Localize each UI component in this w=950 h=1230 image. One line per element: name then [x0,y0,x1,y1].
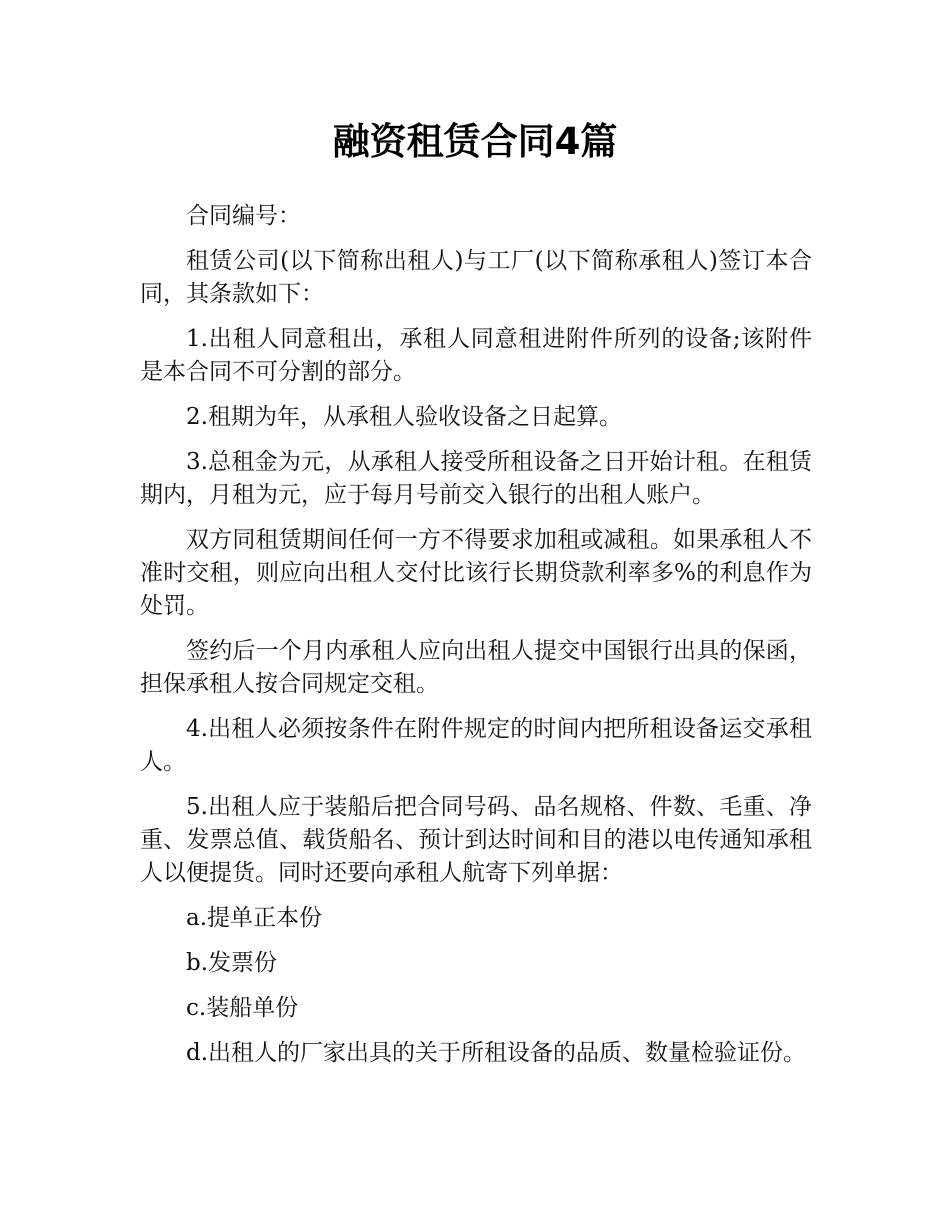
clause-3: 3.总租金为元，从承租人接受所租设备之日开始计租。在租赁期内，月租为元，应于每月号前交入银行的出租人账户。 [140,449,812,508]
clause-2: 2.租期为年，从承租人验收设备之日起算。 [186,404,622,430]
document-body [140,200,812,1082]
intro-paragraph: 租赁公司(以下简称出租人)与工厂(以下简称承租人)签订本合同，其条款如下： [140,248,812,307]
document-item-c: c.装船单份 [186,995,299,1021]
clause-4: 4.出租人必须按条件在附件规定的时间内把所租设备运交承租人。 [140,716,812,775]
document-item-b: b.发票份 [186,950,278,976]
clause-1: 1.出租人同意租出，承租人同意租进附件所列的设备;该附件是本合同不可分割的部分。 [140,326,812,385]
contract-number-line: 合同编号： [186,203,301,229]
clause-3-guarantee: 签约后一个月内承租人应向出租人提交中国银行出具的保函，担保承租人按合同规定交租。 [140,638,812,697]
document-title: 融资租赁合同4篇 [332,120,618,163]
document-item-a: a.提单正本份 [186,905,323,931]
document-item-d: d.出租人的厂家出具的关于所租设备的品质、数量检验证份。 [186,1040,807,1066]
clause-5: 5.出租人应于装船后把合同号码、品名规格、件数、毛重、净重、发票总值、载货船名、预计到达时间和目的港以电传通知承租人以便提货。同时还要向承租人航寄下列单据： [140,794,812,886]
clause-3-penalty: 双方同租赁期间任何一方不得要求加租或减租。如果承租人不准时交租，则应向出租人交付比该行长期贷款利率多%的利息作为处罚。 [140,527,812,619]
